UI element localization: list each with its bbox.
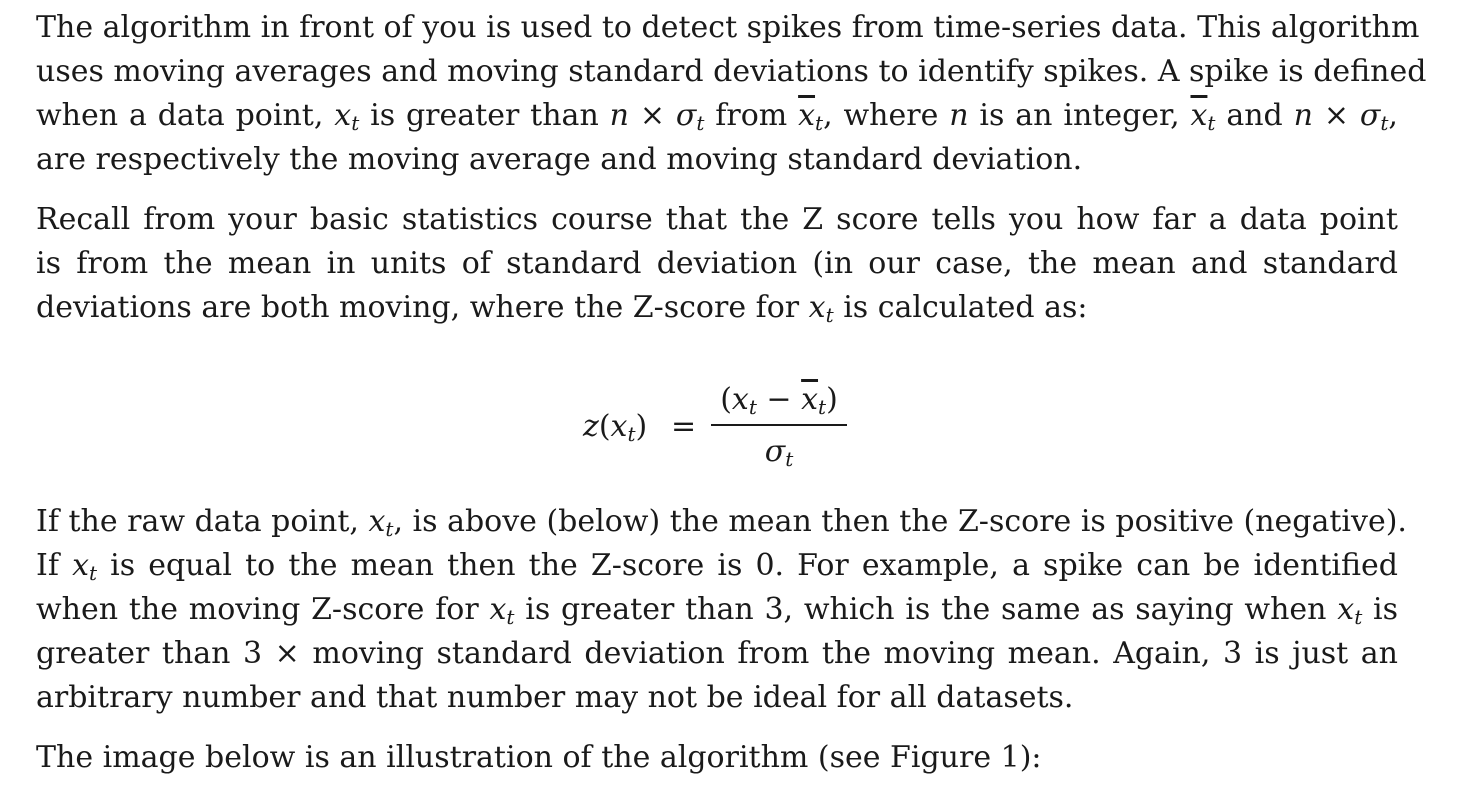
math-x-t: $x_t$	[368, 504, 394, 541]
math-n-sigma: $n \times \sigma_t$	[1293, 98, 1389, 135]
text-line: Recall from your basic statistics course that the Z score tells you how far a data point	[36, 202, 1398, 237]
text-fragment: and	[1226, 98, 1283, 133]
zscore-equation	[0, 368, 1468, 478]
text-line	[36, 500, 1407, 544]
text-line	[36, 544, 1398, 588]
text-fragment: is	[1373, 592, 1399, 627]
text-line: The image below is an illustration of the algorithm (see Figure 1):	[36, 740, 1042, 775]
text-fragment: when the moving Z-score for	[36, 592, 479, 627]
text-fragment: is equal to the mean then the Z-score is 0. For example, a spike can be identified	[110, 548, 1398, 583]
math-x-t: $x_t$	[808, 290, 834, 327]
equals-sign: =	[671, 409, 697, 444]
math-x-t: $x_t$	[1337, 592, 1363, 629]
text-line	[36, 286, 1398, 330]
fraction-numerator: $(x_t - \overline{x}_t)$	[720, 382, 838, 419]
text-line: is from the mean in units of standard deviation (in our case, the mean and standard	[36, 246, 1398, 281]
paragraph-zscore	[36, 198, 1398, 330]
text-fragment: , is above (below) the mean then the Z-score is positive (negative).	[393, 504, 1407, 539]
fraction-bar	[711, 424, 847, 426]
text-fragment: from	[715, 98, 788, 133]
math-x-t: $x_t$	[489, 592, 515, 629]
text-line: are respectively the moving average and moving standard deviation.	[36, 142, 1083, 177]
text-fragment: is calculated as:	[843, 290, 1088, 325]
text-fragment: , where	[823, 98, 939, 133]
text-line: arbitrary number and that number may not be ideal for all datasets.	[36, 680, 1074, 715]
text-line: when a data point, $x_t$ is greater than $n \times \sigma_t$ from $\overline{x}_t$, where n is an integer, $\overline{x}_t$ and $n \times \sigma_t$,	[36, 98, 1398, 135]
math-xbar-t: $\overline{x}_t$	[798, 98, 824, 135]
equation-fraction	[711, 382, 847, 470]
text-fragment: is greater than 3, which is the same as saying when	[525, 592, 1327, 627]
text-line: greater than 3 × moving standard deviation from the moving mean. Again, 3 is just an	[36, 636, 1398, 671]
math-n: n	[949, 98, 969, 133]
paragraph-figure-ref	[36, 736, 1398, 780]
text-fragment: If the raw data point,	[36, 504, 359, 539]
text-fragment: is an integer,	[979, 98, 1180, 133]
paragraph-spike-example	[36, 500, 1407, 720]
fraction-denominator: $\sigma_t$	[764, 434, 794, 471]
math-x-t: $x_t$	[72, 548, 98, 585]
equation-lhs: $z(x_t)$	[583, 409, 648, 446]
math-xbar-t: $\overline{x}_t$	[1190, 98, 1216, 135]
math-n-sigma: $n \times \sigma_t$	[609, 98, 705, 135]
paragraph-intro	[36, 6, 1427, 182]
math-x-t: $x_t$	[334, 98, 360, 135]
text-fragment: when a data point,	[36, 98, 324, 133]
text-line	[36, 588, 1398, 632]
text-fragment: is greater than	[370, 98, 599, 133]
text-line: uses moving averages and moving standard deviations to identify spikes. A spike is defined	[36, 54, 1427, 89]
text-line: The algorithm in front of you is used to detect spikes from time-series data. This algorithm	[36, 10, 1420, 45]
text-fragment: If	[36, 548, 59, 583]
text-fragment: deviations are both moving, where the Z-score for	[36, 290, 800, 325]
